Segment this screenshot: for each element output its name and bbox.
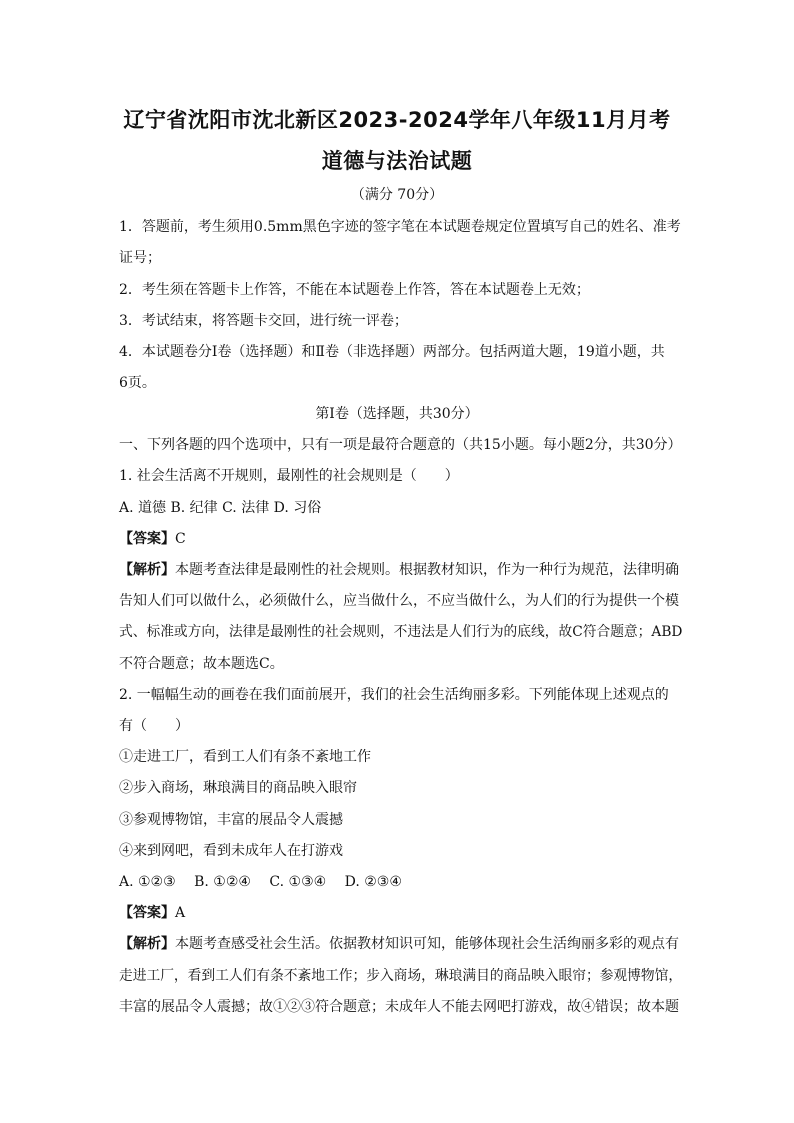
instruction-line: 4．本试题卷分Ⅰ卷（选择题）和Ⅱ卷（非选择题）两部分。包括两道大题，19道小题，共 <box>119 344 665 360</box>
answer-value: C <box>175 531 186 547</box>
analysis-line: 丰富的展品令人震撼；故①②③符合题意；未成年人不能去网吧打游戏，故④错误；故本题 <box>119 999 679 1015</box>
analysis-text: 本题考查感受社会生活。依据教材知识可知，能够体现社会生活绚丽多彩的观点有 <box>175 936 679 952</box>
answer-value: A <box>175 905 186 921</box>
analysis-text: 本题考查法律是最刚性的社会规则。根据教材知识，作为一种行为规范，法律明确 <box>175 562 679 578</box>
answer-label: 【答案】 <box>119 905 175 921</box>
instruction-line: 1．答题前，考生须用0.5mm黑色字迹的签字笔在本试题卷规定位置填写自己的姓名、准考 <box>119 219 681 235</box>
analysis-line: 式、标准或方向，法律是最刚性的社会规则，不违法是人们行为的底线，故C符合题意；ABD <box>119 624 683 640</box>
question-2-options: A. ①②③ B. ①②④ C. ①③④ D. ②③④ <box>119 874 402 890</box>
analysis-label: 【解析】 <box>119 562 175 578</box>
full-score: （满分 70分） <box>350 187 444 203</box>
instruction-line: 3．考试结束，将答题卡交回，进行统一评卷； <box>119 313 408 329</box>
question-2-stem: 2. 一幅幅生动的画卷在我们面前展开，我们的社会生活绚丽多彩。下列能体现上述观点的 <box>119 687 669 703</box>
question-1-analysis <box>119 561 679 579</box>
question-2-analysis <box>119 935 679 953</box>
question-2-item: ③参观博物馆，丰富的展品令人震撼 <box>119 812 343 828</box>
answer-label: 【答案】 <box>119 531 175 547</box>
exam-title: 辽宁省沈阳市沈北新区2023-2024学年八年级11月月考 <box>123 108 671 132</box>
instruction-line: 证号； <box>119 250 161 266</box>
section-instruction: 一、下列各题的四个选项中，只有一项是最符合题意的（共15小题。每小题2分，共30分） <box>119 437 682 453</box>
exam-subject-title: 道德与法治试题 <box>321 149 473 173</box>
analysis-line: 不符合题意；故本题选C。 <box>119 656 284 672</box>
question-2-answer <box>119 904 185 922</box>
question-1-options: A. 道德 B. 纪律 C. 法律 D. 习俗 <box>119 500 322 516</box>
instruction-line: 6页。 <box>119 375 156 391</box>
analysis-line: 告知人们可以做什么，必须做什么，应当做什么，不应当做什么，为人们的行为提供一个模 <box>119 593 679 609</box>
question-2-item: ①走进工厂，看到工人们有条不紊地工作 <box>119 749 371 765</box>
question-2-stem-cont: 有（ ） <box>119 718 189 734</box>
section-title: 第Ⅰ卷（选择题，共30分） <box>315 406 479 422</box>
question-1-stem: 1. 社会生活离不开规则，最刚性的社会规则是（ ） <box>119 468 459 484</box>
instruction-line: 2．考生须在答题卡上作答，不能在本试题卷上作答，答在本试题卷上无效； <box>119 282 590 298</box>
analysis-label: 【解析】 <box>119 936 175 952</box>
question-1-answer <box>119 530 186 548</box>
question-2-item: ②步入商场，琳琅满目的商品映入眼帘 <box>119 780 357 796</box>
analysis-line: 走进工厂，看到工人们有条不紊地工作；步入商场，琳琅满目的商品映入眼帘；参观博物馆， <box>119 968 683 984</box>
question-2-item: ④来到网吧，看到未成年人在打游戏 <box>119 843 343 859</box>
